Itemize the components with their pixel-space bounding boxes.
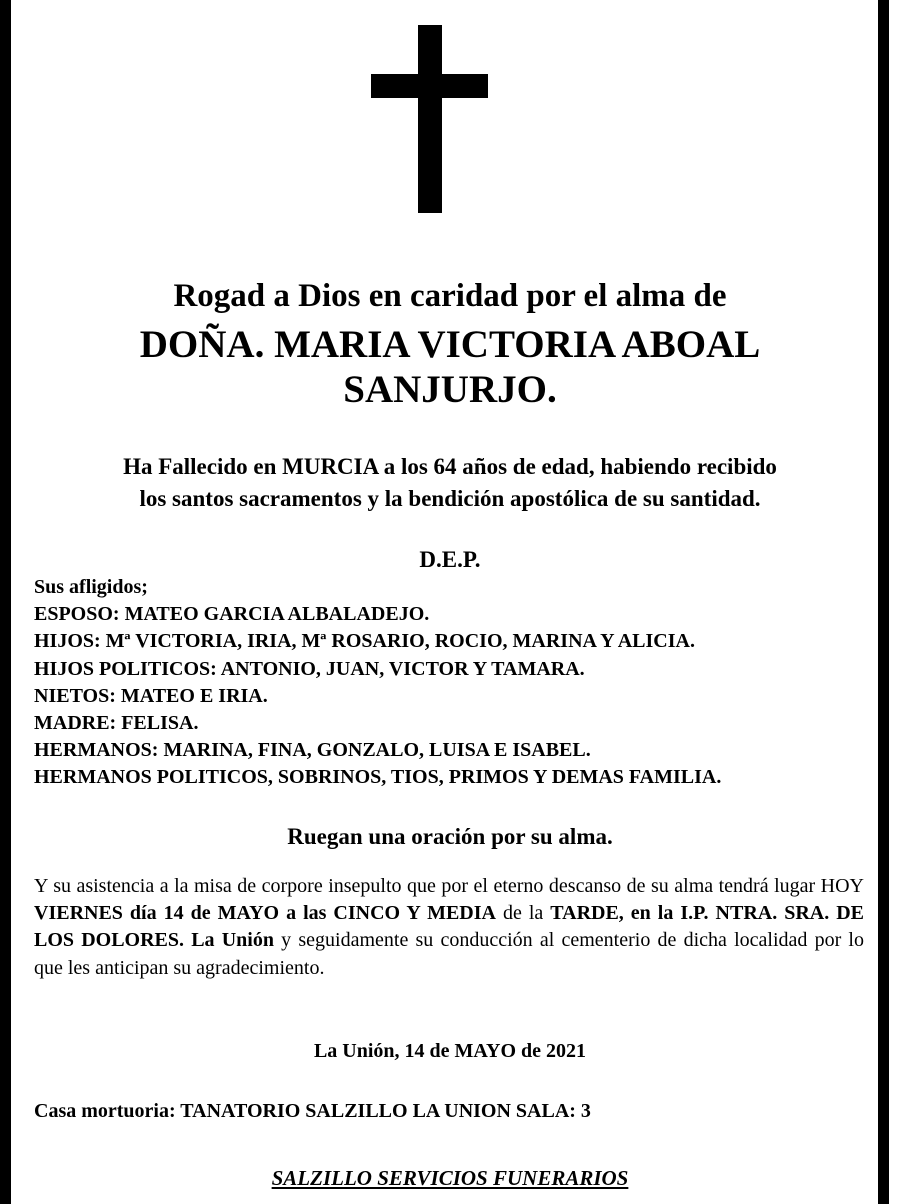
dep-label: D.E.P. [419, 547, 481, 572]
mass-text-3: y seguidamente su conducción al cementerio de dicha localidad por lo que les anticipan su agradecimiento. [34, 929, 864, 979]
family-line-mother: MADRE: FELISA. [34, 712, 199, 735]
left-border [0, 0, 11, 1204]
cross-vertical-bar [418, 25, 442, 213]
death-statement-line-1: Ha Fallecido en MURCIA a los 64 años de edad, habiendo recibido [123, 454, 777, 479]
cross-horizontal-bar [371, 74, 488, 98]
notice-date: La Unión, 14 de MAYO de 2021 [313, 1040, 587, 1062]
right-border [878, 0, 889, 1204]
family-line-children-in-law: HIJOS POLITICOS: ANTONIO, JUAN, VICTOR Y TAMARA. [34, 657, 585, 680]
mass-location: TARDE, en la I.P. NTRA. SRA. DE LOS DOLORES. La Unión [34, 902, 865, 952]
deceased-name [20, 322, 880, 412]
mass-paragraph [34, 873, 864, 982]
death-statement-line-2: los santos sacramentos y la bendición apostólica de su santidad. [139, 486, 761, 511]
family-line-extended: HERMANOS POLITICOS, SOBRINOS, TIOS, PRIMOS Y DEMAS FAMILIA. [34, 766, 722, 789]
family-line-siblings: HERMANOS: MARINA, FINA, GONZALO, LUISA E ISABEL. [34, 739, 591, 762]
intro-heading: Rogad a Dios en caridad por el alma de [173, 278, 727, 314]
prayer-request: Ruegan una oración por su alma. [287, 824, 613, 849]
death-statement [20, 451, 880, 515]
mortuary-info: Casa mortuoria: TANATORIO SALZILLO LA UNION SALA: 3 [34, 1100, 591, 1122]
family-line-grandchildren: NIETOS: MATEO E IRIA. [34, 684, 268, 707]
cross-icon [371, 25, 488, 213]
family-line-children: HIJOS: Mª VICTORIA, IRIA, Mª ROSARIO, ROCIO, MARINA Y ALICIA. [34, 630, 695, 653]
mass-datetime: VIERNES día 14 de MAYO a las CINCO Y MEDIA [34, 902, 496, 925]
family-list [34, 574, 874, 792]
deceased-name-line-1: DOÑA. MARIA VICTORIA ABOAL [139, 323, 761, 366]
family-intro: Sus afligidos; [34, 576, 148, 598]
mass-text-2: de la [495, 902, 551, 925]
family-line-spouse: ESPOSO: MATEO GARCIA ALBALADEJO. [34, 603, 430, 626]
mass-text-1: Y su asistencia a la misa de corpore insepulto que por el eterno descanso de su alma tendrá lugar HOY [34, 875, 864, 897]
funeral-company: SALZILLO SERVICIOS FUNERARIOS [271, 1166, 629, 1190]
deceased-name-line-2: SANJURJO. [343, 368, 557, 411]
